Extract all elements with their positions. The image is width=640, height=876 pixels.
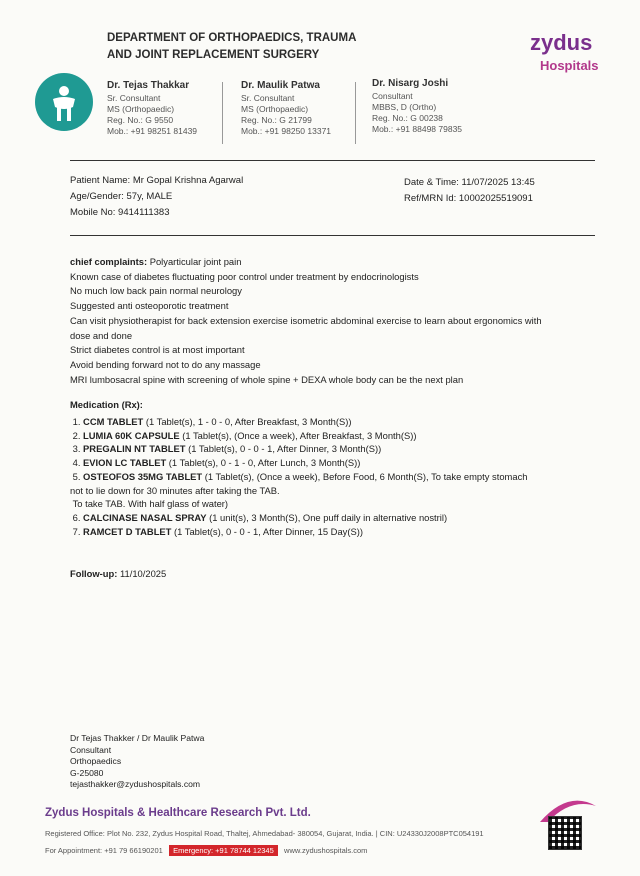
qr-code-icon bbox=[548, 816, 582, 850]
patient-rule bbox=[70, 235, 595, 236]
list-item-continuation: To take TAB. With half glass of water) bbox=[72, 498, 229, 510]
list-item: 1. CCM TABLET (1 Tablet(s), 1 - 0 - 0, After Breakfast, 3 Month(S)) bbox=[72, 416, 352, 427]
footer-company: Zydus Hospitals & Healthcare Research Pvt. Ltd. bbox=[45, 807, 311, 819]
brand-logo: zydus bbox=[530, 30, 593, 55]
list-item: 2. LUMIA 60K CAPSULE (1 Tablet(s), (Once a week), After Breakfast, 3 Month(S)) bbox=[72, 429, 417, 441]
footer-registered: Registered Office: Plot No. 232, Zydus Hospital Road, Thaltej, Ahmedabad- 380054, Gujarat, India. | CIN: U24330J2008PTC054191 bbox=[45, 829, 484, 838]
divider bbox=[222, 82, 223, 144]
footer-contact: For Appointment: +91 79 66190201 Emergency: +91 78744 12345 www.zydushospitals.com bbox=[45, 846, 368, 855]
divider bbox=[355, 82, 356, 144]
signature-block: Dr Tejas Thakker / Dr Maulik Patwa Consultant Orthopaedics G-25080 tejasthakker@zydushospitals.com bbox=[70, 733, 205, 789]
doctor-card: Dr. Tejas Thakkar Sr. Consultant MS (Orthopaedic) Reg. No.: G 9550 Mob.: +91 98251 81439 bbox=[107, 80, 198, 136]
complaints-section: chief complaints: Polyarticular joint pain Known case of diabetes fluctuating poor control under treatment by endocrinologists No much low back pain normal neurology Suggested anti osteoporotic treatment Can visit physiotherapist for back extension exercise isometric abdominal exercise to learn about ergonomics with dose and done Strict diabetes control is at most important Avoid bending forward not to do any massage MRI lumbosacral spine with screening of whole spine + DEXA whole body can be the next plan bbox=[70, 255, 610, 387]
header-rule bbox=[70, 160, 595, 161]
orthopaedics-logo-icon bbox=[35, 73, 93, 131]
list-item: 4. EVION LC TABLET (1 Tablet(s), 0 - 1 - 0, After Lunch, 3 Month(S)) bbox=[72, 457, 361, 469]
follow-up: Follow-up: 11/10/2025 bbox=[70, 568, 167, 579]
brand-sub: Hospitals bbox=[540, 58, 599, 73]
chief-complaints: chief complaints: Polyarticular joint pain bbox=[70, 256, 242, 267]
emergency-badge: Emergency: +91 78744 12345 bbox=[169, 845, 278, 856]
visit-info: Date & Time: 11/07/2025 13:45 Ref/MRN Id: 10002025519091 bbox=[404, 177, 535, 204]
list-item-continuation: not to lie down for 30 minutes after taking the TAB. bbox=[70, 484, 280, 496]
medication-list bbox=[70, 415, 610, 538]
department-title: DEPARTMENT OF ORTHOPAEDICS, TRAUMA AND JOINT REPLACEMENT SURGERY bbox=[107, 32, 357, 61]
patient-info: Patient Name: Mr Gopal Krishna Agarwal Age/Gender: 57y, MALE Mobile No: 9414111383 bbox=[70, 175, 244, 218]
list-item: 6. CALCINASE NASAL SPRAY (1 unit(s), 3 Month(S), One puff daily in alternative nostril) bbox=[72, 511, 448, 523]
doctor-card: Dr. Maulik Patwa Sr. Consultant MS (Orthopaedic) Reg. No.: G 21799 Mob.: +91 98250 13371 bbox=[241, 80, 332, 136]
list-item: 7. RAMCET D TABLET (1 Tablet(s), 0 - 0 - 1, After Dinner, 15 Day(S)) bbox=[72, 525, 363, 537]
medication-heading: Medication (Rx): bbox=[70, 399, 143, 410]
list-item: 5. OSTEOFOS 35MG TABLET (1 Tablet(s), (Once a week), Before Food, 6 Month(S), To take empty stomach bbox=[72, 470, 528, 482]
list-item: 3. PREGALIN NT TABLET (1 Tablet(s), 0 - 0 - 1, After Dinner, 3 Month(S)) bbox=[72, 443, 382, 455]
doctor-card: Dr. Nisarg Joshi Consultant MBBS, D (Ortho) Reg. No.: G 00238 Mob.: +91 88498 79835 bbox=[372, 78, 463, 134]
